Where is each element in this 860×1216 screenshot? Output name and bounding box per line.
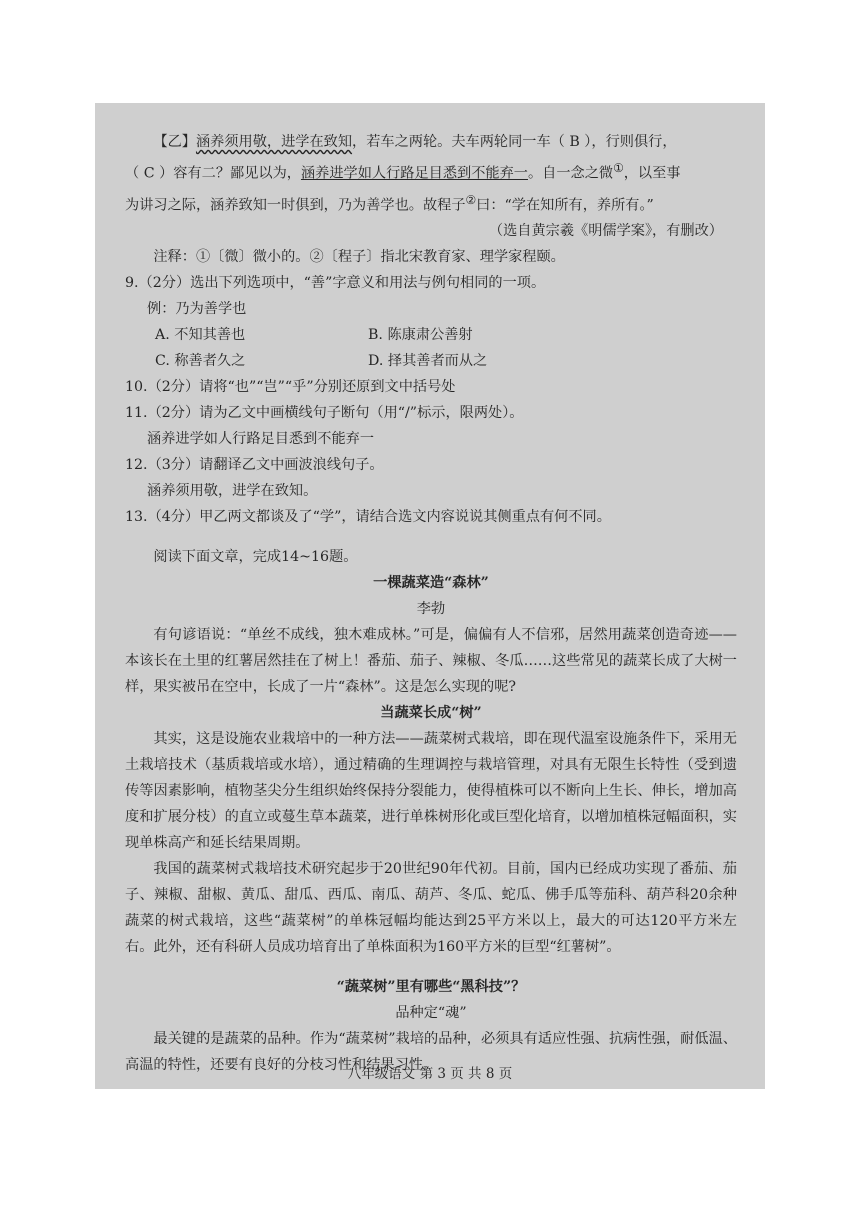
- wavy-sentence: 涵养须用敬，进学在致知: [195, 134, 353, 150]
- article-heading-2: “蔬菜树”里有哪些“黑科技”？: [336, 979, 526, 996]
- question-9-options-ab: [125, 322, 737, 348]
- article-heading-1: 当蔬菜长成“树”: [380, 705, 482, 722]
- question-12-sentence: 涵养须用敬，进学在致知。: [147, 483, 318, 500]
- question-11-sentence: 涵养进学如人行路足目悉到不能弃一: [147, 431, 375, 448]
- question-12: 12.（3分）请翻译乙文中画波浪线句子。: [125, 457, 384, 474]
- article-para-3: 我国的蔬菜树式栽培技术研究起步于20世纪90年代初。目前，国内已经成功实现了番茄、茄子、辣椒、甜椒、黄瓜、甜瓜、西瓜、南瓜、葫芦、冬瓜、蛇瓜、佛手瓜等茄科、葫芦科20余种蔬菜的树式栽培，这些“蔬菜树”的单株冠幅均能达到25平方米以上，最大的可达120平方米左右。此外，还有科研人员成功培育出了单株面积为160平方米的巨型“红薯树”。: [125, 861, 737, 956]
- exam-page: [95, 103, 765, 1089]
- underlined-sentence: 涵养进学如人行路足目悉到不能弃一: [300, 165, 528, 182]
- article-title: 一棵蔬菜造“森林”: [373, 575, 489, 592]
- question-9-example: 例：乃为善学也: [147, 301, 247, 318]
- page-footer: 八年级语文 第 3 页 共 8 页: [347, 1066, 513, 1082]
- question-9-options-cd: [125, 348, 737, 374]
- option-c: C. 称善者久之: [155, 353, 246, 370]
- article-author: 李勃: [416, 601, 446, 618]
- article-heading-3: 品种定“魂”: [395, 1005, 467, 1022]
- option-d: D. 择其善者而从之: [368, 353, 488, 370]
- passage-source: （选自黄宗羲《明儒学案》，有删改）: [488, 223, 723, 240]
- article-para-1: 有句谚语说：“单丝不成线，独木难成林。”可是，偏偏有人不信邪，居然用蔬菜创造奇迹——本该长在土里的红薯居然挂在了树上！番茄、茄子、辣椒、冬瓜……这些常见的蔬菜长成了大树一样，果实被吊在空中，长成了一片“森林”。这是怎么实现的呢?: [125, 627, 737, 696]
- article-para-2: 其实，这是设施农业栽培中的一种方法——蔬菜树式栽培，即在现代温室设施条件下，采用无土栽培技术（基质栽培或水培），通过精确的生理调控与栽培管理，对具有无限生长特性（受到遗传等因素影响，植物茎尖分生组织始终保持分裂能力，使得植株可以不断向上生长、伸长，增加高度和扩展分枝）的直立或蔓生草本蔬菜，进行单株树形化或巨型化培育，以增加植株冠幅面积，实现单株高产和延长结果周期。: [125, 731, 737, 852]
- question-9: 9.（2分）选出下列选项中，“善”字意义和用法与例句相同的一项。: [125, 275, 546, 292]
- question-10: 10.（2分）请将“也”“岂”“乎”分别还原到文中括号处: [125, 379, 456, 396]
- passage-yi-line2: （ C ）容有二？鄙见以为，涵养进学如人行路足目悉到不能弃一。自一念之微①，以至事: [125, 161, 681, 182]
- article-para-4: 最关键的是蔬菜的品种。作为“蔬菜树”栽培的品种，必须具有适应性强、抗病性强，耐低温、高温的特性，还要有良好的分枝习性和结果习性。: [125, 1031, 737, 1074]
- spacer: [125, 960, 737, 974]
- option-a: A. 不知其善也: [155, 327, 246, 344]
- passage-yi-line3: 为讲习之际，涵养致知一时俱到，乃为善学也。故程子②曰：“学在知所有，养所有。”: [125, 192, 654, 214]
- option-b: B. 陈康肃公善射: [368, 327, 473, 344]
- question-11: 11.（2分）请为乙文中画横线句子断句（用“/”标示，限两处）。: [125, 405, 524, 422]
- passage-notes: 注释：①〔微〕微小的。②〔程子〕指北宋教育家、理学家程颐。: [153, 249, 565, 266]
- reading-instruction: 阅读下面文章，完成14~16题。: [153, 549, 358, 566]
- question-13: 13.（4分）甲乙两文都谈及了“学”，请结合选文内容说说其侧重点有何不同。: [125, 509, 611, 526]
- spacer: [125, 530, 737, 544]
- passage-yi-line1: 【乙】涵养须用敬，进学在致知，若车之两轮。夫车两轮同一车（ B ），行则俱行，: [153, 134, 677, 150]
